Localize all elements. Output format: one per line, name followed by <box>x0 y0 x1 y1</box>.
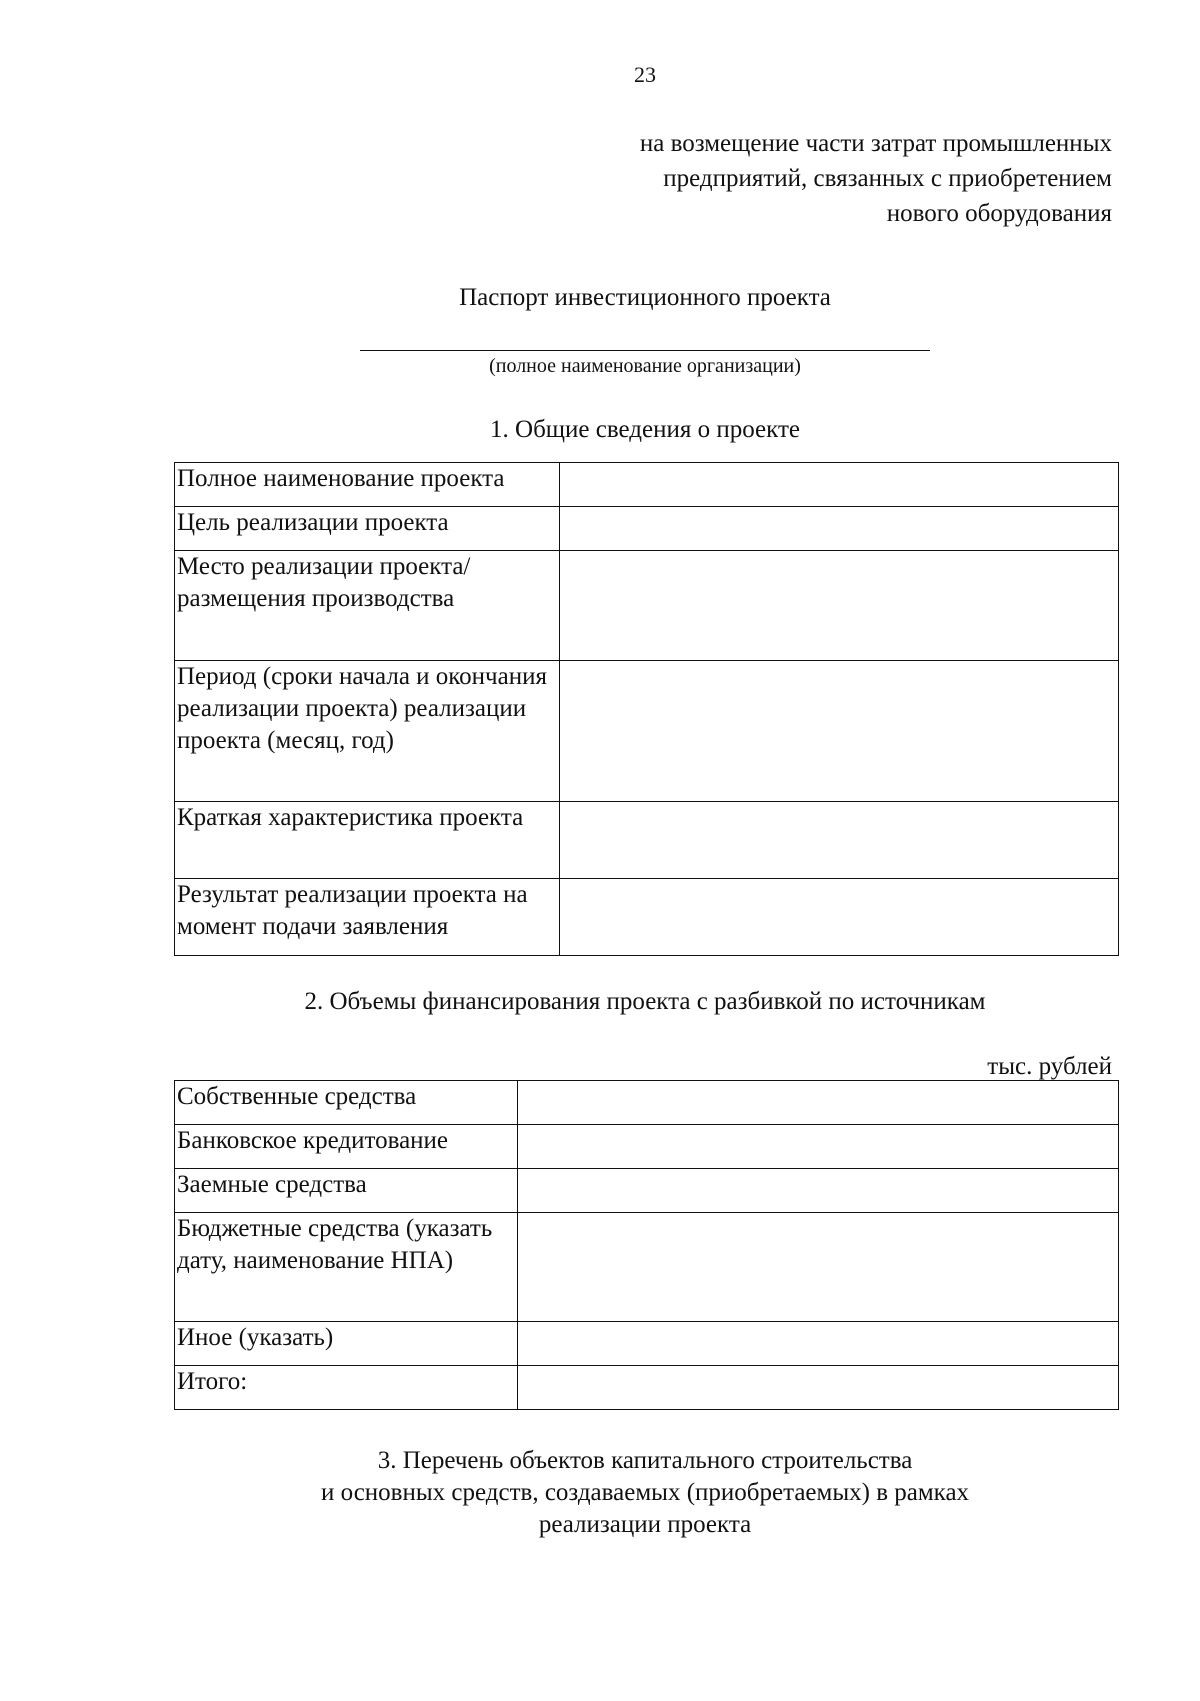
table-row <box>175 1213 1119 1322</box>
row-value-field[interactable] <box>560 463 1119 507</box>
row-value-field[interactable] <box>518 1213 1119 1322</box>
header-line: предприятий, связанных с приобретением <box>663 165 1112 192</box>
table-row <box>175 507 1119 551</box>
row-label: Итого: <box>175 1366 518 1410</box>
row-value-field[interactable] <box>560 551 1119 661</box>
row-label: Заемные средства <box>175 1169 518 1213</box>
row-value-field[interactable] <box>518 1125 1119 1169</box>
table-row <box>175 1081 1119 1125</box>
row-value-field[interactable] <box>560 661 1119 802</box>
table-row <box>175 802 1119 879</box>
row-value-field[interactable] <box>518 1322 1119 1366</box>
row-value-field[interactable] <box>560 802 1119 879</box>
table-row <box>175 1366 1119 1410</box>
row-label: Бюджетные средства (указать дату, наименование НПА) <box>175 1213 518 1322</box>
section3-title-line: реализации проекта <box>538 1511 752 1538</box>
row-value-field[interactable] <box>518 1081 1119 1125</box>
row-label: Период (сроки начала и окончания реализации проекта) реализации проекта (месяц, год) <box>175 661 560 802</box>
table-row <box>175 551 1119 661</box>
page-number: 23 <box>634 62 656 87</box>
header-line: на возмещение части затрат промышленных <box>639 130 1112 157</box>
row-value-field[interactable] <box>560 879 1119 956</box>
section3-title-line: и основных средств, создаваемых (приобретаемых) в рамках <box>320 1479 970 1506</box>
section3-title-line: 3. Перечень объектов капитального строительства <box>377 1447 913 1474</box>
row-label: Банковское кредитование <box>175 1125 518 1169</box>
row-label: Собственные средства <box>175 1081 518 1125</box>
header-line: нового оборудования <box>886 200 1112 227</box>
organization-name-line <box>360 350 930 351</box>
row-label: Полное наименование проекта <box>175 463 560 507</box>
row-label: Место реализации проекта/размещения производства <box>175 551 560 661</box>
row-label: Цель реализации проекта <box>175 507 560 551</box>
table-row <box>175 1125 1119 1169</box>
document-header <box>640 126 1112 231</box>
table-row <box>175 463 1119 507</box>
table-row <box>175 1169 1119 1213</box>
row-value-field[interactable] <box>518 1366 1119 1410</box>
financing-table <box>174 1080 1119 1410</box>
table-row <box>175 661 1119 802</box>
passport-title: Паспорт инвестиционного проекта <box>459 284 831 311</box>
row-label: Результат реализации проекта на момент подачи заявления <box>175 879 560 956</box>
general-info-table <box>174 462 1119 956</box>
organization-caption: (полное наименование организации) <box>489 355 801 377</box>
section1-title: 1. Общие сведения о проекте <box>490 416 800 443</box>
row-value-field[interactable] <box>518 1169 1119 1213</box>
row-value-field[interactable] <box>560 507 1119 551</box>
section2-title: 2. Объемы финансирования проекта с разбивкой по источникам <box>304 988 986 1015</box>
section3-title <box>0 1445 1200 1541</box>
unit-label: тыс. рублей <box>987 1053 1112 1080</box>
row-label: Краткая характеристика проекта <box>175 802 560 879</box>
row-label: Иное (указать) <box>175 1322 518 1366</box>
table-row <box>175 1322 1119 1366</box>
table-row <box>175 879 1119 956</box>
